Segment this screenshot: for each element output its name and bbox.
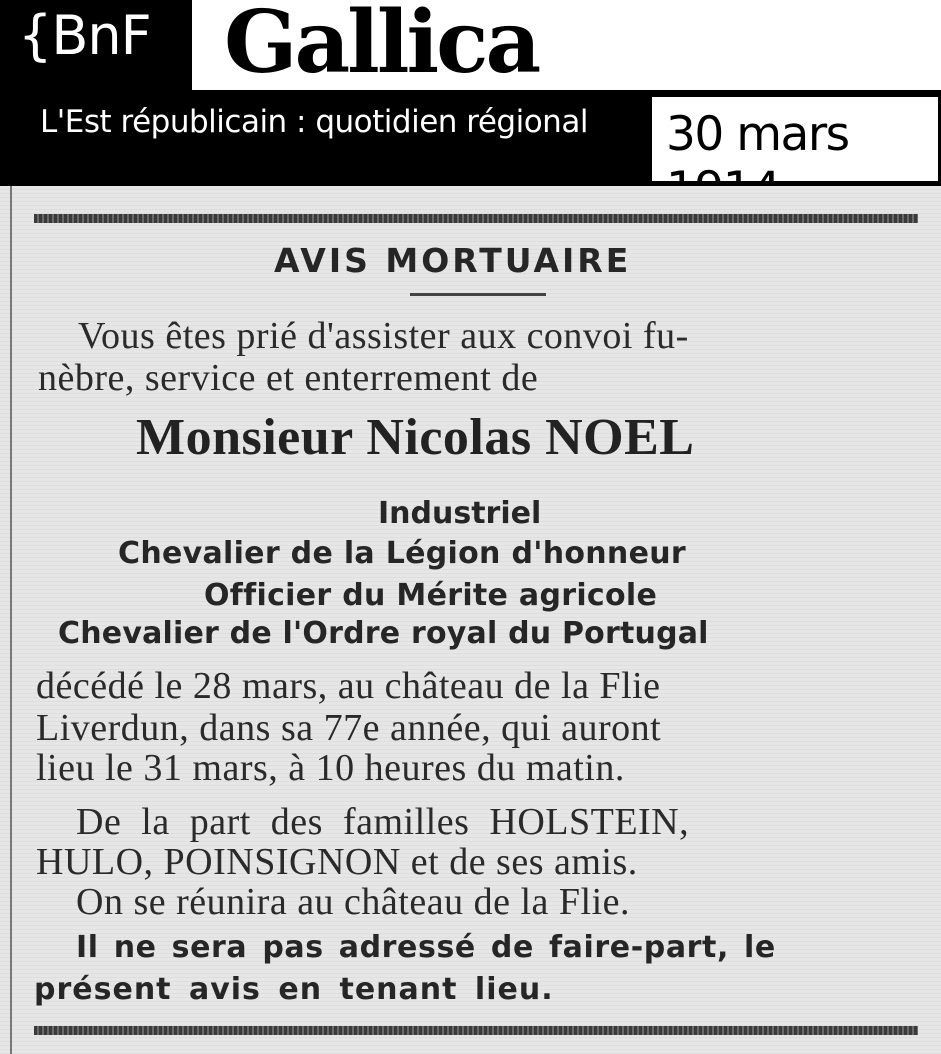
deceased-name: Monsieur Nicolas NOEL [136, 409, 695, 466]
column-rule [10, 186, 12, 1054]
heading-underline [410, 293, 546, 296]
date-box [652, 97, 938, 181]
issue-date: 30 mars [666, 107, 849, 162]
family-line-2: HULO, POINSIGNON et de ses amis. [36, 841, 638, 883]
meeting-line: On se réunira au château de la Flie. [76, 881, 630, 923]
intro-line-2: nèbre, service et enterrement de [38, 357, 539, 399]
gallica-header [0, 0, 941, 186]
death-line-2: Liverdun, dans sa 77e année, qui auront [36, 707, 662, 749]
closing-line-1: Il ne sera pas adressé de faire-part, le [76, 930, 776, 965]
death-line-1: décédé le 28 mars, au château de la Flie [36, 665, 661, 707]
title-industriel: Industriel [378, 496, 542, 531]
title-legion-honneur: Chevalier de la Légion d'honneur [118, 536, 686, 571]
closing-line-2: présent avis en tenant lieu. [34, 972, 554, 1007]
notice-heading: AVIS MORTUAIRE [274, 241, 632, 280]
gallica-logo-box [192, 0, 941, 93]
title-ordre-portugal: Chevalier de l'Ordre royal du Portugal [58, 616, 709, 651]
title-merite-agricole: Officier du Mérite agricole [204, 578, 658, 613]
bnf-logo[interactable]: {BnF [18, 4, 151, 67]
journal-title: L'Est républicain : quotidien régional [40, 104, 588, 140]
bottom-rule [34, 1026, 918, 1035]
death-line-3: lieu le 31 mars, à 10 heures du matin. [36, 747, 625, 789]
newspaper-clipping [0, 186, 941, 1054]
gallica-logo[interactable]: Gallica [224, 0, 539, 93]
top-rule [34, 214, 918, 223]
family-line-1: De la part des familles HOLSTEIN, [76, 801, 690, 843]
intro-line-1: Vous êtes prié d'assister aux convoi fu- [78, 315, 689, 357]
